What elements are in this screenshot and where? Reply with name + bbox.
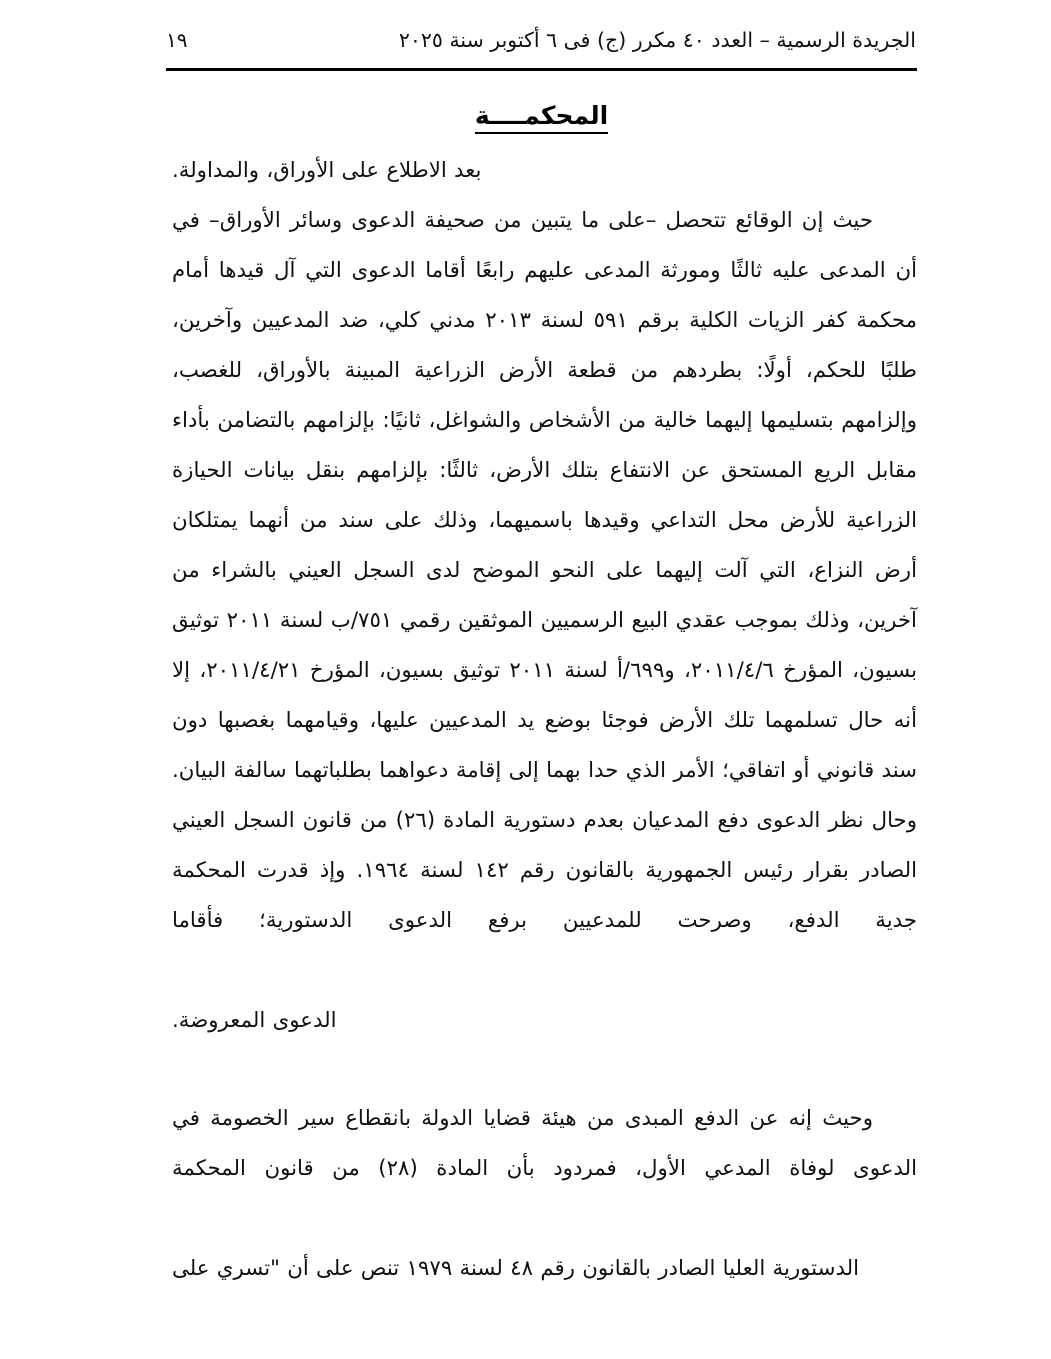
paragraph-ruling	[172, 1094, 917, 1244]
header-divider	[166, 68, 917, 71]
page-title: المحكمــــة	[475, 100, 608, 134]
body-text	[172, 146, 917, 1294]
paragraph-facts-tail: الدعوى المعروضة.	[172, 1008, 337, 1033]
paragraph-spacer	[172, 1046, 917, 1094]
paragraph-facts-text: حيث إن الوقائع تتحصل –على ما يتبين من صحيفة الدعوى وسائر الأوراق– في أن المدعى عليه ثالثًا ومورثة المدعى عليهم رابعًا أقاما الدعوى التي آل قيدها أمام محكمة كفر الزيات الكلية برقم ٥٩١ لسنة ٢٠١٣ مدني كلي، ضد المدعيين وآخرين، طلبًا للحكم، أولًا: بطردهم من قطعة الأرض الزراعية المبينة بالأوراق، للغصب، وإلزامهم بتسليمها إليهما خالية من الأشخاص والشواغل، ثانيًا: بإلزامهم بالتضامن بأداء مقابل الريع المستحق عن الانتفاع بتلك الأرض، ثالثًا: بإلزامهم بنقل بيانات الحيازة الزراعية للأرض محل التداعي وقيدها باسميهما، وذلك على سند من أنهما يمتلكان أرض النزاع، التي آلت إليهما على النحو الموضح لدى السجل العيني بالشراء من آخرين، وذلك بموجب عقدي البيع الرسميين الموثقين رقمي ٧٥١/ب لسنة ٢٠١١ توثيق بسيون، المؤرخ ٢٠١١/٤/٦، و٦٩٩/أ لسنة ٢٠١١ توثيق بسيون، المؤرخ ٢٠١١/٤/٢١، إلا أنه حال تسلمهما تلك الأرض فوجئا بوضع يد المدعيين عليها، وقيامهما بغصبها دون سند قانوني أو اتفاقي؛ الأمر الذي حدا بهما إلى إقامة دعواهما بطلباتهما سالفة البيان. وحال نظر الدعوى دفع المدعيان بعدم دستورية المادة (٢٦) من قانون السجل العيني الصادر بقرار رئيس الجمهورية بالقانون رقم ١٤٢ لسنة ١٩٦٤. وإذ قدرت المحكمة جدية الدفع، وصرحت للمدعيين برفع الدعوى الدستورية؛ فأقاما	[172, 208, 918, 933]
page-number: ١٩	[166, 28, 188, 52]
running-header	[166, 22, 916, 58]
paragraph-intro: بعد الاطلاع على الأوراق، والمداولة.	[172, 158, 482, 183]
paragraph-facts	[172, 196, 917, 996]
paragraph-ruling-text: وحيث إنه عن الدفع المبدى من هيئة قضايا الدولة بانقطاع سير الخصومة في الدعوى لوفاة المدعي الأول، فمردود بأن المادة (٢٨) من قانون المحكمة	[172, 1106, 917, 1181]
paragraph-ruling-tail: الدستورية العليا الصادر بالقانون رقم ٤٨ لسنة ١٩٧٩ تنص على أن "تسري على	[172, 1256, 860, 1281]
section-title-container	[166, 100, 917, 134]
header-title: الجريدة الرسمية – العدد ٤٠ مكرر (ج) فى ٦ أكتوبر سنة ٢٠٢٥	[398, 27, 916, 52]
